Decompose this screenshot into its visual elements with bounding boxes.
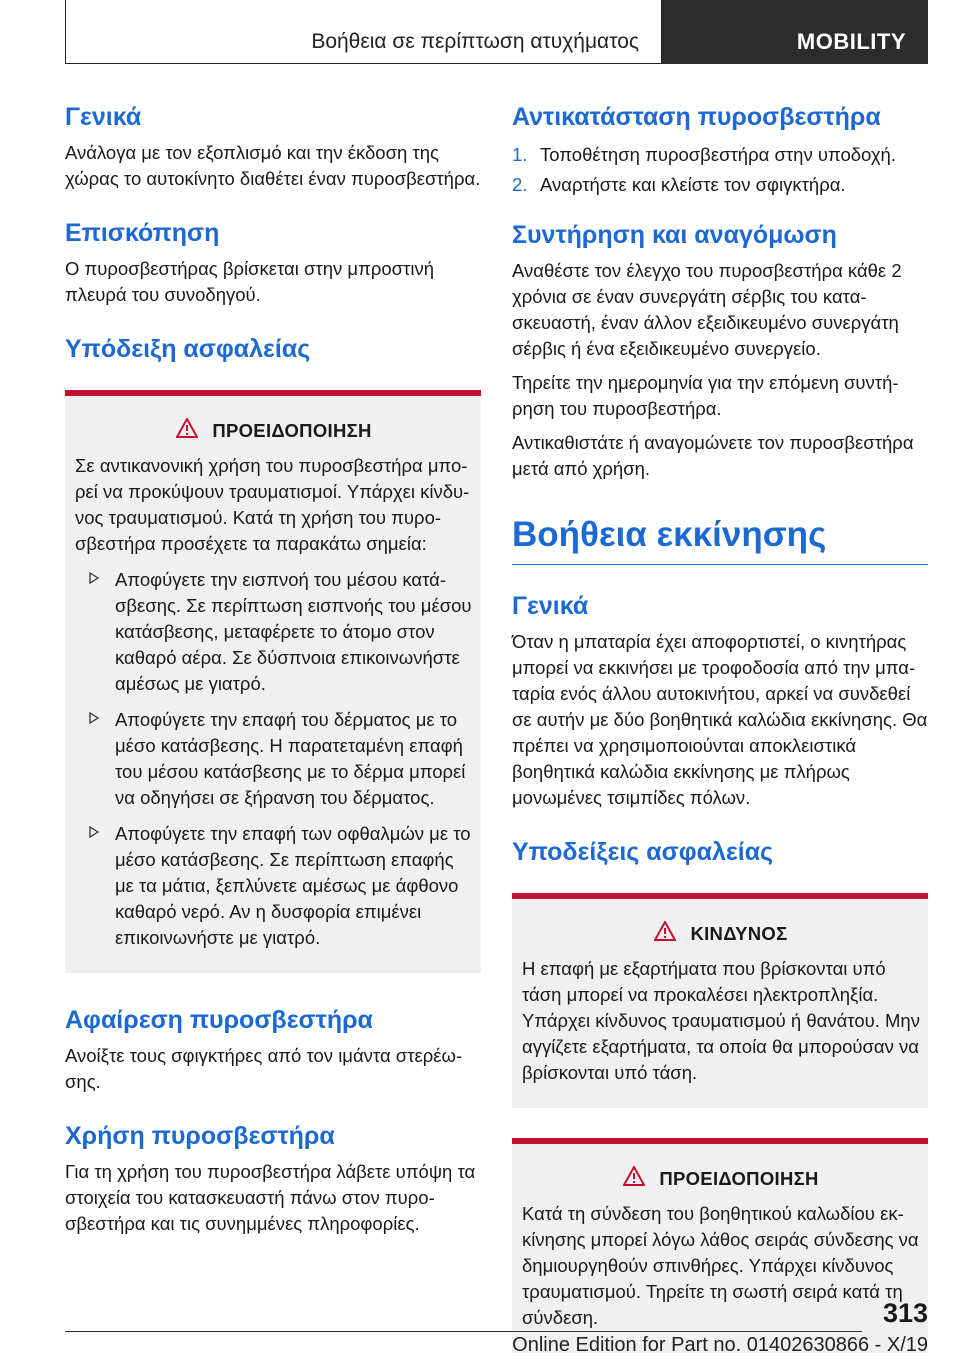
section-tab	[662, 0, 928, 64]
overview-text: Ο πυροσβεστήρας βρίσκεται στην μπροστινή πλευρά του συνοδηγού.	[65, 258, 435, 305]
maintenance-heading: Συντήρηση και αναγόμωση	[512, 221, 837, 249]
header-box	[65, 0, 662, 64]
danger-notice	[512, 893, 928, 1108]
step-number: 1.	[512, 144, 528, 165]
section-tab-label: MOBILITY	[796, 29, 906, 54]
danger-label: ΚΙΝΔΥΝΟΣ	[690, 922, 788, 944]
maintenance-text-2: Τηρείτε την ημερομηνία για την επόμενη συντήρηση του πυροσβεστήρα.	[512, 372, 899, 419]
replace-heading: Αντικατάσταση πυροσβεστήρα	[512, 103, 881, 131]
list-item	[512, 170, 928, 200]
warning-notice	[65, 390, 481, 973]
list-item	[512, 140, 928, 170]
step-number: 2.	[512, 174, 528, 195]
right-column	[512, 100, 928, 1353]
use-text: Για τη χρήση του πυροσβεστήρα λάβετε υπόψη τα στοιχεία του κατασκευαστή πάνω στον πυροσβεστήρα και τις συνημμένες πληροφορίες.	[65, 1161, 476, 1234]
footer-divider	[65, 1331, 862, 1332]
warning-triangle-icon	[176, 418, 198, 443]
jump-start-heading: Βοήθεια εκκίνησης	[512, 512, 928, 565]
general-text: Ανάλογα με τον εξοπλισμό και την έκδοση της χώρας το αυτοκίνητο διαθέτει έναν πυροσβεστήρα.	[65, 142, 481, 189]
list-item	[75, 707, 473, 811]
maintenance-text-1: Αναθέστε τον έλεγχο του πυροσβεστήρα κάθε 2 χρόνια σε έναν συνεργάτη σέρβις του κατασκευαστή, έναν άλλον εξειδικευμένο συνεργάτη σέρβις ή ένα εξειδικευμένο συνεργείο.	[512, 260, 902, 359]
step-text: Αναρτήστε και κλείστε τον σφιγκτήρα.	[540, 174, 846, 195]
warning-bullet-list	[75, 567, 473, 951]
bullet-triangle-icon	[89, 711, 99, 729]
edition-text: Online Edition for Part no. 01402630866 - X/19	[512, 1334, 928, 1356]
bullet-triangle-icon	[89, 571, 99, 589]
safety-heading: Υπόδειξη ασφαλείας	[65, 335, 311, 363]
jump-general-text: Όταν η μπαταρία έχει αποφορτιστεί, ο κινητήρας μπορεί να εκκινήσει με τροφοδοσία από την μπαταρία ενός άλλου αυτοκινήτου, αρκεί να συνδεθεί σε αυτήν με δύο βοηθητικά καλώδια εκκίνησης. Θα πρέπει να χρησιμοποιούνται αποκλειστικά βοηθητικά καλώδια εκκίνησης με πλήρως μονωμένες τσιμπίδες πόλων.	[512, 631, 928, 808]
chapter-title: Βοήθεια σε περίπτωση ατυχήματος	[311, 30, 639, 53]
left-column	[65, 100, 481, 1237]
warning-text: Σε αντικανονική χρήση του πυροσβεστήρα μπορεί να προκύψουν τραυματισμοί. Υπάρχει κίνδυνος τραυματισμού. Κατά τη χρήση του πυροσβεστήρα προσέχετε τα παρακάτω σημεία:	[75, 455, 470, 554]
bullet-text: Αποφύγετε την επαφή των οφθαλμών με το μέσο κατάσβεσης. Σε περίπτωση επαφής με τα μάτια, ξεπλύνετε αμέσως με άφθονο καθαρό νερό. Αν η δυσφορία επιμένει επικοινωνήστε με γιατρό.	[115, 823, 471, 948]
warning-triangle-icon	[623, 1166, 645, 1191]
removal-text: Ανοίξτε τους σφιγκτήρες από τον ιμάντα στερέωσης.	[65, 1045, 463, 1092]
step-text: Τοποθέτηση πυροσβεστήρα στην υποδοχή.	[540, 144, 896, 165]
danger-text: Η επαφή με εξαρτήματα που βρίσκονται υπό τάση μπορεί να προκαλέσει ηλεκτροπληξία. Υπάρχει κίνδυνος τραυματισμού ή θανάτου. Μην αγγίζετε εξαρτήματα, τα οποία θα μπορούσαν να βρίσκονται υπό τάση.	[522, 958, 920, 1083]
use-heading: Χρήση πυροσβεστήρα	[65, 1122, 335, 1150]
removal-heading: Αφαίρεση πυροσβεστήρα	[65, 1006, 373, 1034]
warning-label: ΠΡΟΕΙΔΟΠΟΙΗΣΗ	[212, 419, 372, 441]
replace-steps	[512, 140, 928, 200]
warning-notice-2	[512, 1138, 928, 1353]
jump-general-heading: Γενικά	[512, 592, 589, 620]
general-heading: Γενικά	[65, 103, 142, 131]
warning-triangle-icon	[654, 921, 676, 946]
page-number: 313	[882, 1298, 928, 1328]
jump-safety-heading: Υποδείξεις ασφαλείας	[512, 838, 774, 866]
bullet-text: Αποφύγετε την εισπνοή του μέσου κατάσβεσης. Σε περίπτωση εισπνοής του μέσου κατάσβεσης, μεταφέρετε το άτομο στον καθαρό αέρα. Σε δύσπνοια επικοινωνήστε αμέσως με γιατρό.	[115, 569, 472, 694]
warning-text-2: Κατά τη σύνδεση του βοηθητικού καλωδίου εκκίνησης μπορεί λόγω λάθος σειράς σύνδεσης να δημιουργηθούν σπινθήρες. Υπάρχει κίνδυνος τραυματισμού. Τηρείτε τη σωστή σειρά κατά τη σύνδεση.	[522, 1203, 919, 1328]
warning-label-2: ΠΡΟΕΙΔΟΠΟΙΗΣΗ	[659, 1167, 819, 1189]
list-item	[75, 567, 473, 697]
maintenance-text-3: Αντικαθιστάτε ή αναγομώνετε τον πυροσβεστήρα μετά από χρήση.	[512, 432, 914, 479]
overview-heading: Επισκόπηση	[65, 219, 220, 247]
list-item	[75, 821, 473, 951]
bullet-text: Αποφύγετε την επαφή του δέρματος με το μέσο κατάσβεσης. Η παρατεταμένη επαφή του μέσου κατάσβεσης με το δέρμα μπορεί να οδηγήσει σε ξήρανση του δέρματος.	[115, 709, 466, 808]
bullet-triangle-icon	[89, 825, 99, 843]
